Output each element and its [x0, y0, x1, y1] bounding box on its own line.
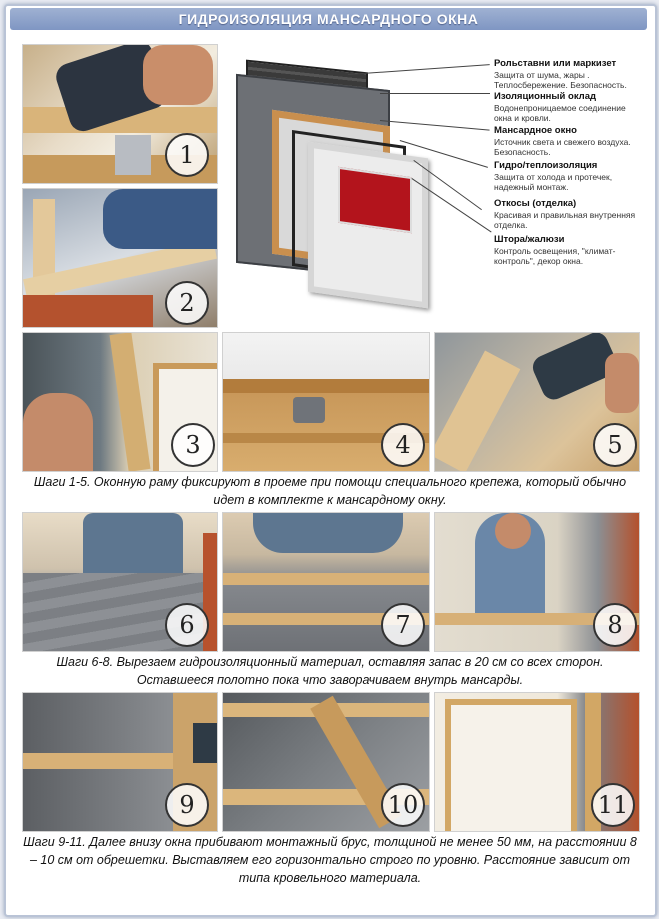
photo-step-2 [22, 188, 218, 328]
caption-steps-9-11: Шаги 9-11. Далее внизу окна прибивают монтажный брус, толщиной не менее 50 мм, на расстоянии 8 – 10 см от обрешетки. Выставляем его горизонтально строго по уровню. Расстояние зависит от типа кровельного материала. [23, 835, 637, 885]
legend-title-5: Откосы (отделка) [494, 198, 577, 209]
photo-step-8 [434, 512, 640, 652]
legend-title-2: Изоляционный оклад [494, 91, 597, 102]
page-title: ГИДРОИЗОЛЯЦИЯ МАНСАРДНОГО ОКНА [178, 11, 479, 27]
legend-desc-6: Контроль освещения, "климат-контроль", декор окна. [494, 246, 616, 266]
step-11-badge: 11 [591, 783, 635, 827]
photo-step-7 [222, 512, 430, 652]
step-9-badge: 9 [165, 783, 209, 827]
legend-title-6: Штора/жалюзи [494, 234, 565, 245]
step-3-badge: 3 [171, 423, 215, 467]
legend-desc-1: Защита от шума, жары . Теплосбережение. Безопасность. [494, 70, 627, 90]
legend-title-3: Мансардное окно [494, 125, 577, 136]
legend-title-4: Гидро/теплоизоляция [494, 160, 598, 171]
step-7-badge: 7 [381, 603, 425, 647]
photo-step-9 [22, 692, 218, 832]
caption-steps-6-8: Шаги 6-8. Вырезаем гидроизоляционный материал, оставляя запас в 20 см со всех сторон. Оставшееся полотно пока что заворачиваем внутрь мансарды. [56, 655, 604, 687]
step-10-badge: 10 [381, 783, 425, 827]
photo-step-5 [434, 332, 640, 472]
step-1-badge: 1 [165, 133, 209, 177]
photo-step-3 [22, 332, 218, 472]
step-6-badge: 6 [165, 603, 209, 647]
step-8-badge: 8 [593, 603, 637, 647]
caption-steps-1-5: Шаги 1-5. Оконную раму фиксируют в проеме при помощи специального крепежа, который обычно идет в комплекте к мансардному окну. [33, 475, 627, 507]
legend-desc-3: Источник света и свежего воздуха. Безопасность. [494, 137, 631, 157]
leader-line-2 [380, 93, 490, 94]
photo-step-10 [222, 692, 430, 832]
step-5-badge: 5 [593, 423, 637, 467]
title-banner [10, 8, 647, 30]
photo-step-1 [22, 44, 218, 184]
step-4-badge: 4 [381, 423, 425, 467]
legend-desc-4: Защита от холода и протечек, надежный монтаж. [494, 172, 613, 192]
window-diagram [228, 62, 488, 332]
photo-step-11 [434, 692, 640, 832]
photo-step-4 [222, 332, 430, 472]
photo-step-6 [22, 512, 218, 652]
legend-desc-2: Водонепроницаемое соединение окна и кровли. [494, 103, 626, 123]
step-2-badge: 2 [165, 281, 209, 325]
legend-title-1: Рольставни или маркизет [494, 58, 617, 69]
legend-desc-5: Красивая и правильная внутренняя отделка. [494, 210, 636, 230]
blind-layer [338, 167, 412, 233]
